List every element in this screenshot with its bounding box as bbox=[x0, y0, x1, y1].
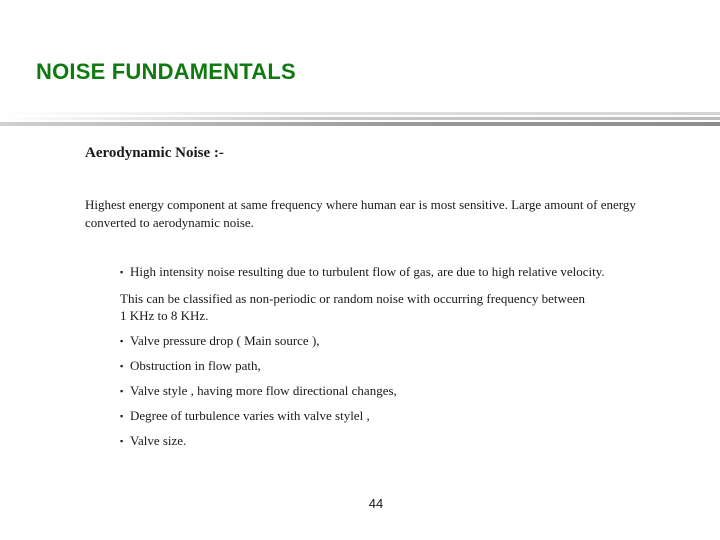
bullet-item-source bbox=[120, 433, 186, 449]
section-heading: Aerodynamic Noise :- bbox=[85, 145, 224, 161]
bullet-text: High intensity noise resulting due to turbulent flow of gas, are due to high relative velocity. bbox=[130, 264, 605, 279]
bullet-text: Valve style , having more flow directional changes, bbox=[130, 383, 397, 398]
slide-title: NOISE FUNDAMENTALS bbox=[36, 59, 296, 84]
bullet-icon: ▪ bbox=[120, 386, 124, 396]
bullet-icon: ▪ bbox=[120, 336, 124, 346]
bullet-icon: ▪ bbox=[120, 411, 124, 421]
title-divider-top bbox=[0, 112, 720, 115]
bullet-icon: ▪ bbox=[120, 436, 124, 446]
bullet-icon: ▪ bbox=[120, 267, 124, 277]
bullet-item-source bbox=[120, 383, 397, 399]
bullet-text: Valve pressure drop ( Main source ), bbox=[130, 333, 320, 348]
intro-paragraph: Highest energy component at same frequency where human ear is most sensitive. Large amount of energy converted to aerodynamic noise. bbox=[85, 197, 636, 230]
bullet-text: Degree of turbulence varies with valve stylel , bbox=[130, 408, 370, 423]
classification-text-line-1: This can be classified as non-periodic or random noise with occurring frequency between bbox=[120, 291, 585, 306]
bullet-item-source bbox=[120, 408, 370, 424]
bullet-item-lead bbox=[120, 264, 605, 280]
bullet-text: Valve size. bbox=[130, 433, 187, 448]
page-number: 44 bbox=[368, 496, 384, 511]
title-divider-middle bbox=[0, 117, 720, 120]
bullet-item-source bbox=[120, 358, 261, 374]
classification-text-line-2: 1 KHz to 8 KHz. bbox=[120, 308, 209, 323]
bullet-text: Obstruction in flow path, bbox=[130, 358, 261, 373]
bullet-icon: ▪ bbox=[120, 361, 124, 371]
title-divider-bottom bbox=[0, 122, 720, 126]
bullet-item-source bbox=[120, 333, 320, 349]
